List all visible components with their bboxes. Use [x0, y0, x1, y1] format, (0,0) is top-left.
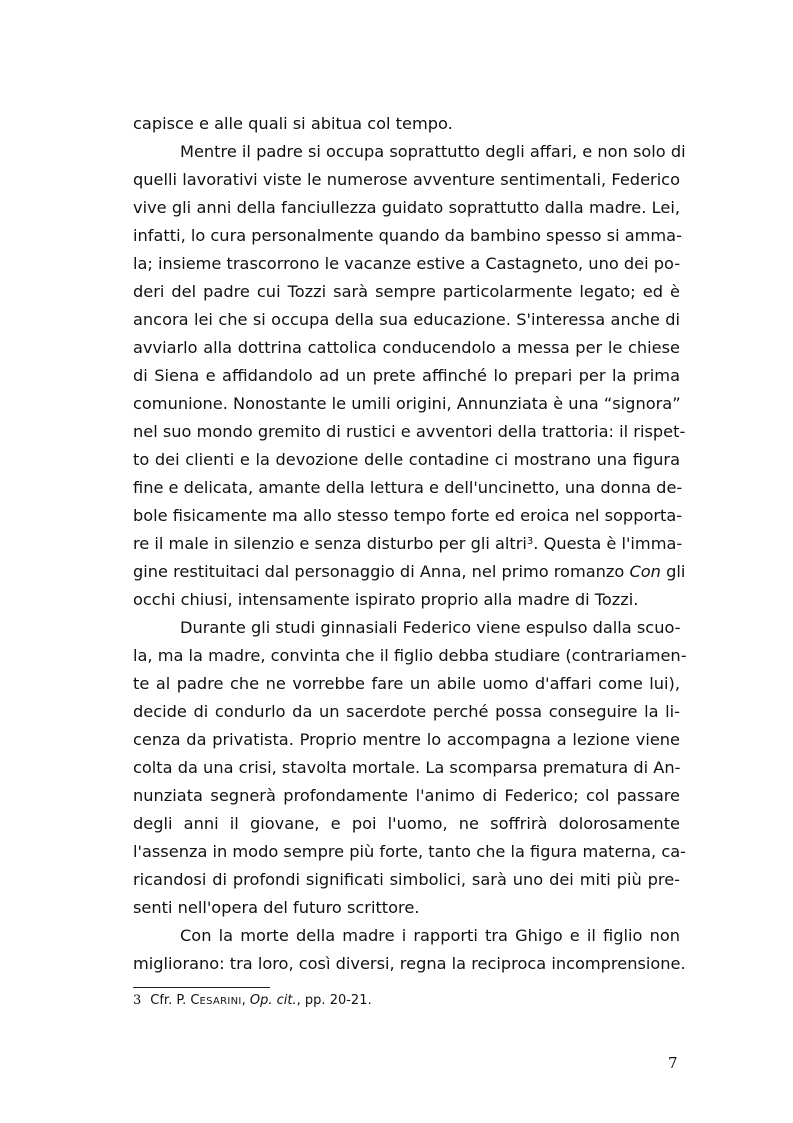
text-fragment: gine restituitaci dal personaggio di Anna, nel primo romanzo [133, 562, 630, 581]
text-fragment: re il male in silenzio e senza disturbo per gli altri [133, 534, 527, 553]
footnote-number: 3 [133, 993, 142, 1008]
footnote-reference[interactable]: 3 [526, 536, 534, 547]
text-line: senti nell'opera del futuro scrittore. [133, 898, 420, 917]
text-fragment: gli [660, 562, 686, 581]
text-line: nel suo mondo gremito di rustici e avventori della trattoria: il rispet- [133, 422, 686, 441]
text-line: bole fisicamente ma allo stesso tempo forte ed eroica nel sopporta- [133, 506, 683, 525]
text-fragment: . Questa è l'imma- [533, 534, 683, 553]
body-text [133, 110, 687, 978]
text-line: degli anni il giovane, e poi l'uomo, ne soffrirà dolorosamente [133, 814, 680, 833]
footnote-italic: Op. cit. [249, 993, 297, 1008]
text-line: la, ma la madre, convinta che il figlio debba studiare (contrariamen- [133, 646, 687, 665]
text-line: quelli lavorativi viste le numerose avventure sentimentali, Federico [133, 170, 680, 189]
footnote-text: Cfr. P. C [150, 993, 200, 1008]
text-line: l'assenza in modo sempre più forte, tanto che la figura materna, ca- [133, 842, 686, 861]
text-line: deri del padre cui Tozzi sarà sempre particolarmente legato; ed è [133, 282, 680, 301]
footnote-smallcaps: ESARINI [199, 996, 242, 1007]
text-line: decide di condurlo da un sacerdote perché possa conseguire la li- [133, 702, 680, 721]
text-line [133, 530, 683, 558]
text-line: avviarlo alla dottrina cattolica conducendolo a messa per le chiese [133, 338, 680, 357]
text-line: te al padre che ne vorrebbe fare un abile uomo d'affari come lui), [133, 674, 680, 693]
text-line: colta da una crisi, stavolta mortale. La scomparsa prematura di An- [133, 758, 681, 777]
text-line: migliorano: tra loro, così diversi, regna la reciproca incomprensione. [133, 954, 686, 973]
text-line: ricandosi di profondi significati simbolici, sarà uno dei miti più pre- [133, 870, 680, 889]
book-title: Con [629, 562, 661, 581]
text-line: Mentre il padre si occupa soprattutto degli affari, e non solo di [180, 142, 686, 161]
text-line: comunione. Nonostante le umili origini, Annunziata è una “signora” [133, 394, 681, 413]
text-line: Durante gli studi ginnasiali Federico viene espulso dalla scuo- [180, 618, 681, 637]
text-line: cenza da privatista. Proprio mentre lo accompagna a lezione viene [133, 730, 680, 749]
text-line: fine e delicata, amante della lettura e dell'uncinetto, una donna de- [133, 478, 683, 497]
text-line: Con la morte della madre i rapporti tra Ghigo e il figlio non [180, 926, 680, 945]
footnote-text: , [241, 993, 250, 1008]
footnote-divider [133, 987, 270, 988]
text-line: occhi chiusi, intensamente ispirato proprio alla madre di Tozzi. [133, 590, 639, 609]
page-number: 7 [668, 1054, 678, 1072]
text-line: di Siena e affidandolo ad un prete affinché lo prepari per la prima [133, 366, 680, 385]
footnote [133, 992, 372, 1011]
footnote-text: , pp. 20-21. [296, 993, 372, 1008]
text-line: ancora lei che si occupa della sua educazione. S'interessa anche di [133, 310, 680, 329]
text-line: to dei clienti e la devozione delle contadine ci mostrano una figura [133, 450, 680, 469]
text-line: la; insieme trascorrono le vacanze estive a Castagneto, uno dei po- [133, 254, 681, 273]
text-line: nunziata segnerà profondamente l'animo di Federico; col passare [133, 786, 680, 805]
text-line: capisce e alle quali si abitua col tempo. [133, 114, 453, 133]
text-line: infatti, lo cura personalmente quando da bambino spesso si amma- [133, 226, 682, 245]
text-line: vive gli anni della fanciullezza guidato soprattutto dalla madre. Lei, [133, 198, 680, 217]
text-line [133, 558, 686, 586]
